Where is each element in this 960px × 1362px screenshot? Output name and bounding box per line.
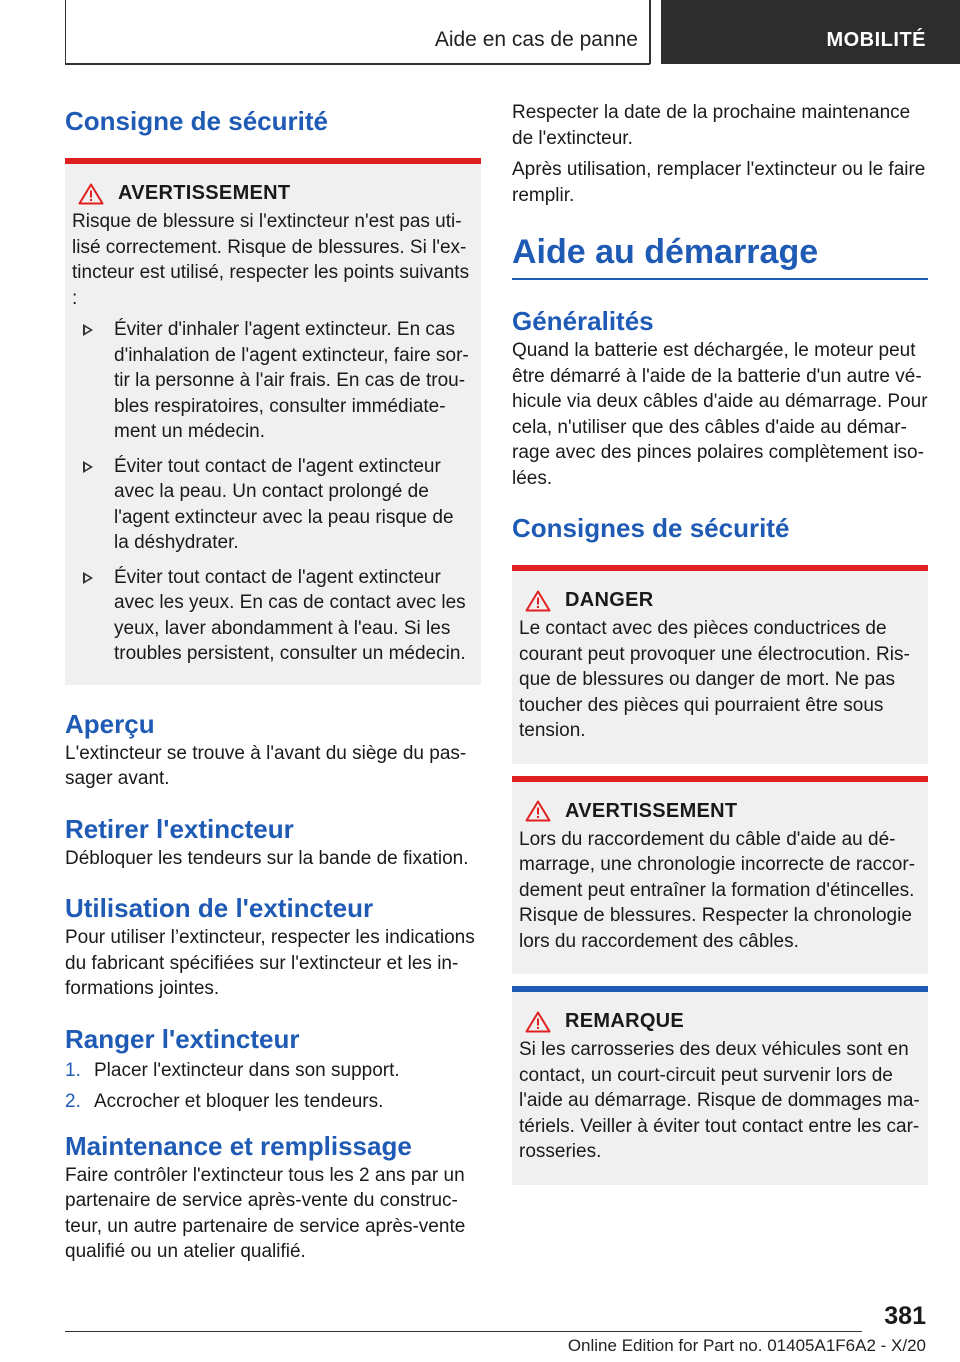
triangle-bullet-icon bbox=[83, 572, 93, 584]
warning-triangle-icon bbox=[525, 590, 551, 612]
ranger-steps bbox=[65, 1058, 481, 1115]
page-number: 381 bbox=[884, 1302, 926, 1330]
chapter-rule bbox=[512, 278, 928, 280]
danger-label: DANGER bbox=[565, 589, 654, 611]
generalites-title: Généralités bbox=[512, 306, 654, 336]
utilisation-title: Utilisation de l'extincteur bbox=[65, 893, 374, 923]
danger-box bbox=[512, 565, 928, 764]
after-use-text: Après utilisation, remplacer l'extincteur ou le faire remplir. bbox=[512, 159, 926, 206]
ranger-title: Ranger l'extincteur bbox=[65, 1023, 300, 1054]
remarque-label: REMARQUE bbox=[565, 1010, 685, 1032]
avertissement-box bbox=[512, 776, 928, 975]
list-item: Éviter d'inhaler l'agent extincteur. En cas d'inhalation de l'agent extincteur, faire sortir la personne à l'air frais. En cas de troubles respiratoires, consulter immédiatement un médecin. bbox=[72, 317, 473, 445]
remarque-header bbox=[525, 1010, 920, 1033]
header-chapter-title: MOBILITÉ bbox=[826, 29, 926, 51]
warning-text: Risque de blessure si l'extincteur n'est pas utilisé correctement. Risque de blessures. Si l'extincteur est utilisé, respecter les points suivants : bbox=[72, 211, 470, 309]
left-column bbox=[65, 100, 481, 1265]
retirer-title: Retirer l'extincteur bbox=[65, 813, 294, 844]
header-left-rule bbox=[65, 0, 66, 64]
apercu-text: L'extincteur se trouve à l'avant du siège du passager avant. bbox=[65, 742, 467, 789]
remarque-box bbox=[512, 986, 928, 1185]
avertissement-header bbox=[525, 800, 920, 823]
list-item: 2. Accrocher et bloquer les tendeurs. bbox=[65, 1091, 384, 1112]
warning-label: AVERTISSEMENT bbox=[118, 182, 291, 204]
warning-triangle-icon bbox=[525, 800, 551, 822]
avertissement-label: AVERTISSEMENT bbox=[565, 799, 738, 822]
generalites-text: Quand la batterie est déchargée, le moteur peut être démarré à l'aide de la batterie d'un autre véhicule via deux câbles d'aide au démarrage. Pour cela, n'utiliser que des câbles d'aide au démarrage avec des pinces polaires complètement isolées. bbox=[512, 340, 928, 489]
warning-header bbox=[78, 182, 473, 205]
utilisation-text: Pour utiliser l’extincteur, respecter les indications du fabricant spécifiées sur l'extincteur et les informations jointes. bbox=[65, 927, 475, 999]
triangle-bullet-icon bbox=[83, 461, 93, 473]
header-separator bbox=[649, 0, 651, 64]
footer-edition: Online Edition for Part no. 01405A1F6A2 - X/20 bbox=[567, 1336, 926, 1355]
maintenance-date-text: Respecter la date de la prochaine maintenance de l'extincteur. bbox=[512, 102, 911, 149]
warning-triangle-icon bbox=[78, 183, 104, 205]
consignes-title: Consignes de sécurité bbox=[512, 513, 790, 543]
footer-rule bbox=[65, 1331, 862, 1332]
list-item: Éviter tout contact de l'agent extincteur avec les yeux. En cas de contact avec les yeux, laver abondamment à l'eau. Si les troubles persistent, consulter un médecin. bbox=[72, 565, 473, 667]
list-item: Éviter tout contact de l'agent extincteur avec la peau. Un contact prolongé de l'agent extincteur avec la peau risque de la déshydrater. bbox=[72, 454, 473, 556]
triangle-bullet-icon bbox=[83, 324, 93, 336]
danger-header bbox=[525, 589, 920, 612]
remarque-text: Si les carrosseries des deux véhicules sont en contact, un court-circuit peut survenir lors de l'aide au démarrage. Risque de dommages matériels. Veiller à éviter tout contact entre les carrosseries. bbox=[519, 1039, 920, 1162]
warning-list bbox=[72, 317, 473, 667]
warning-triangle-icon bbox=[525, 1011, 551, 1033]
header-bottom-rule bbox=[65, 63, 650, 65]
retirer-text: Débloquer les tendeurs sur la bande de fixation. bbox=[65, 847, 469, 869]
warning-box bbox=[65, 158, 481, 685]
avertissement-text: Lors du raccordement du câble d'aide au démarrage, une chronologie incorrecte de raccordement peut entraîner la formation d'étincelles. Risque de blessures. Respecter la chronologie lors du raccordement des câbles. bbox=[519, 828, 916, 952]
maintenance-title: Maintenance et remplissage bbox=[65, 1130, 412, 1161]
danger-text: Le contact avec des pièces conductrices de courant peut provoquer une électrocution. Risque de blessures ou danger de mort. Ne pas toucher des pièces qui pourraient être sous tension. bbox=[519, 618, 910, 741]
list-item: 1. Placer l'extincteur dans son support. bbox=[65, 1059, 400, 1081]
safety-title: Consigne de sécurité bbox=[65, 106, 328, 136]
apercu-title: Aperçu bbox=[65, 708, 155, 739]
maintenance-text: Faire contrôler l'extincteur tous les 2 ans par un partenaire de service après-vente du constructeur, un autre partenaire de service après-vente qualifié ou un atelier qualifié. bbox=[65, 1164, 466, 1262]
chapter-title: Aide au démarrage bbox=[512, 233, 819, 271]
header-section-title: Aide en cas de panne bbox=[434, 28, 638, 51]
right-column bbox=[512, 100, 928, 1185]
